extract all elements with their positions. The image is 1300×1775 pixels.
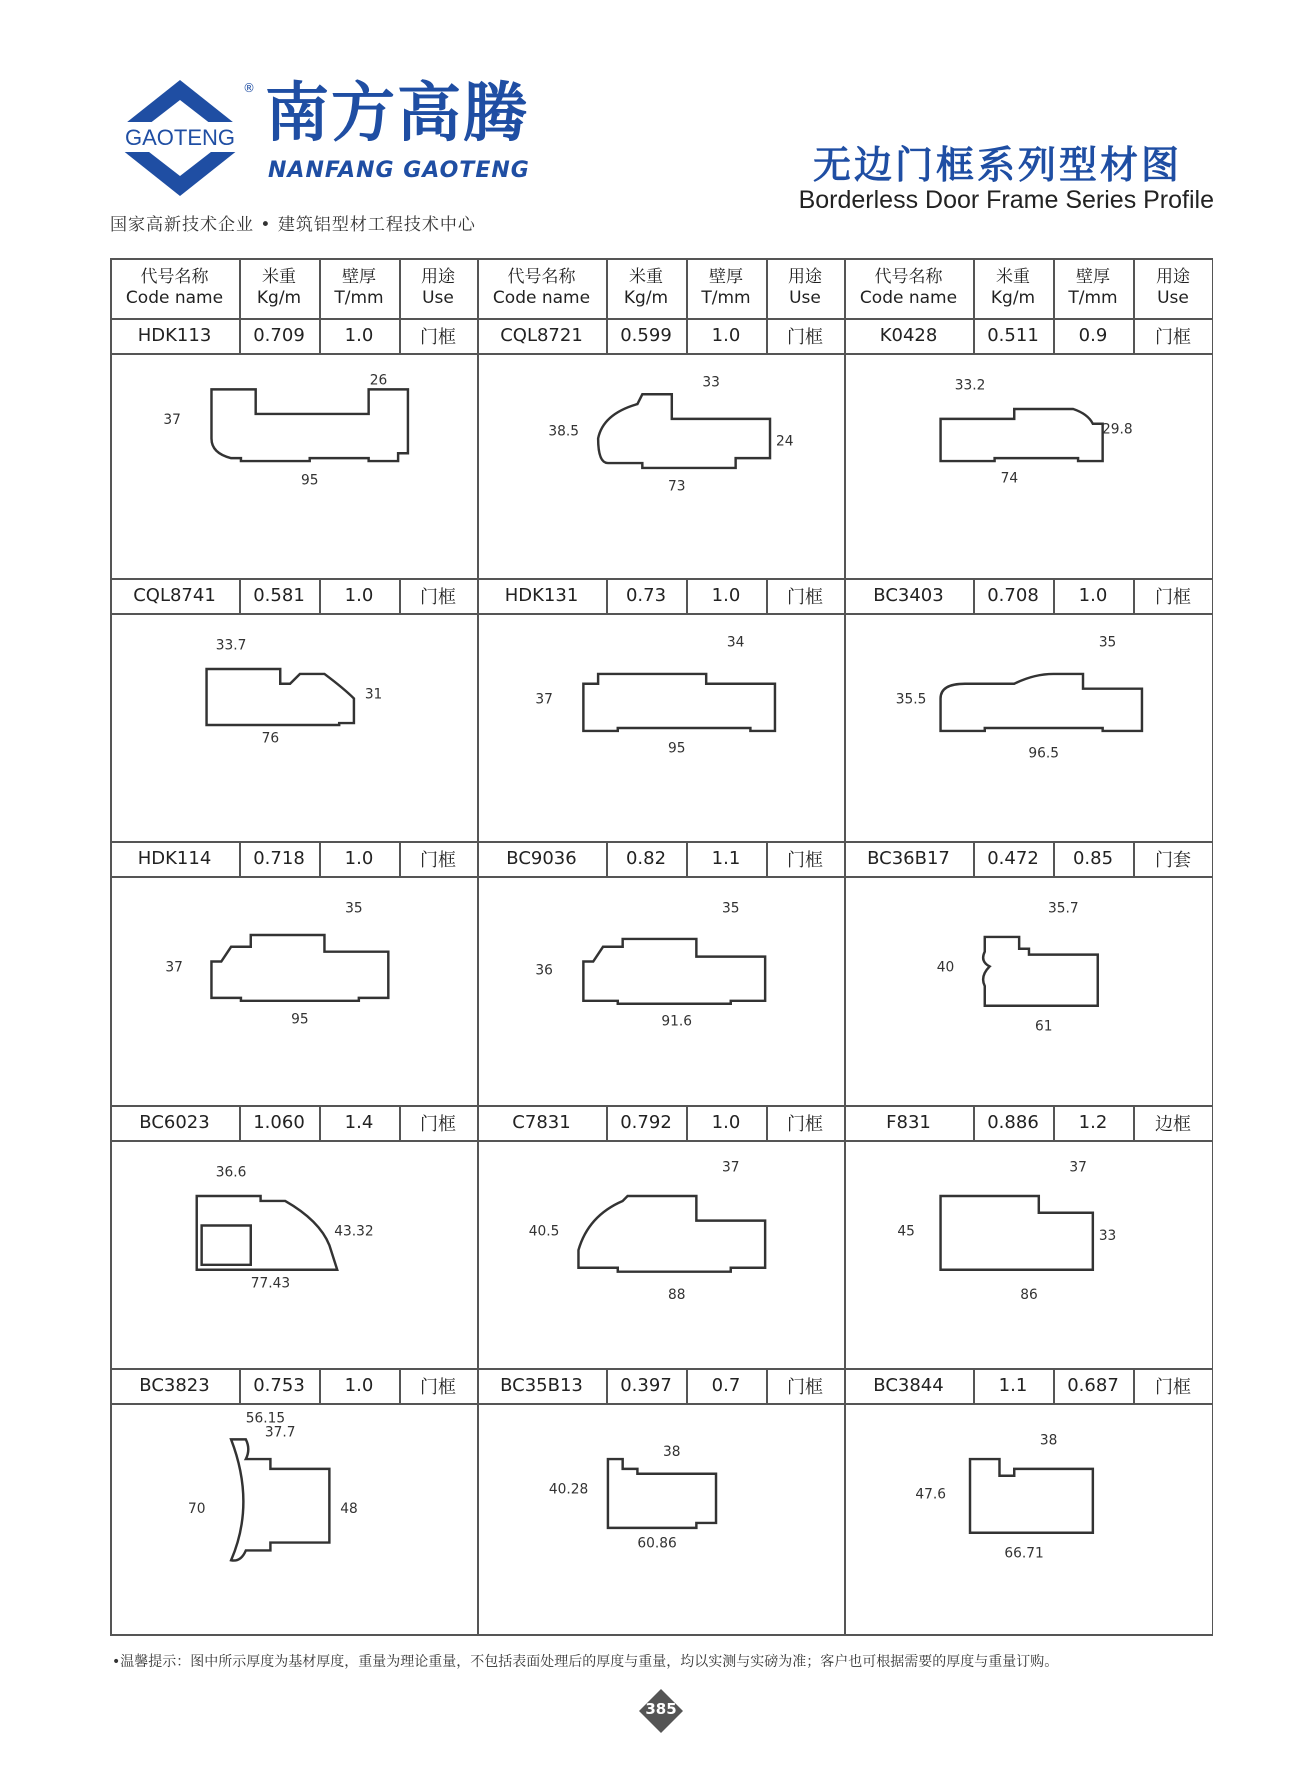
dimension-label: 95 bbox=[291, 1011, 309, 1028]
profile-outline bbox=[583, 674, 775, 731]
tagline: 国家高新技术企业 • 建筑铝型材工程技术中心 bbox=[110, 215, 476, 235]
profile-thickness: 1.0 bbox=[711, 585, 741, 606]
profile-thickness: 1.0 bbox=[1078, 585, 1108, 606]
profile-weight: 0.886 bbox=[987, 1112, 1039, 1133]
dimension-label: 34 bbox=[726, 634, 745, 651]
column-header bbox=[1053, 258, 1133, 318]
dimension-label: 37 bbox=[165, 959, 183, 976]
dimension-label: 29.8 bbox=[1102, 421, 1133, 438]
dimension-label: 43.32 bbox=[334, 1223, 374, 1240]
column-header-en: Code name bbox=[859, 288, 958, 308]
profile-use: 门框 bbox=[787, 326, 823, 348]
dimension-label: 60.86 bbox=[637, 1535, 677, 1552]
profile-outline bbox=[983, 937, 1098, 1006]
column-header-cn: 壁厚 bbox=[342, 267, 376, 287]
profile-code: CQL8741 bbox=[133, 585, 216, 606]
profile-code: BC36B17 bbox=[867, 848, 950, 869]
column-header-en: T/mm bbox=[1068, 288, 1118, 308]
dimension-label: 95 bbox=[667, 740, 686, 757]
column-header bbox=[844, 258, 973, 318]
profile-drawing bbox=[479, 1405, 842, 1632]
column-header-cn: 米重 bbox=[629, 267, 663, 287]
dimension-label: 40.5 bbox=[528, 1223, 560, 1240]
profile-drawing bbox=[479, 355, 842, 576]
column-header-en: Use bbox=[422, 288, 454, 308]
profile-weight: 0.599 bbox=[620, 325, 672, 346]
dimension-label: 37 bbox=[163, 411, 181, 428]
profile-drawing bbox=[479, 878, 842, 1103]
column-header-en: Code name bbox=[492, 288, 591, 308]
column-header-en: Use bbox=[1157, 288, 1189, 308]
dimension-label: 33.7 bbox=[215, 637, 247, 654]
profile-thickness: 1.0 bbox=[344, 585, 374, 606]
dimension-label: 73 bbox=[667, 478, 686, 495]
profile-code: CQL8721 bbox=[500, 325, 583, 346]
column-header bbox=[606, 258, 686, 318]
profile-use: 门框 bbox=[1155, 586, 1191, 608]
profile-outline bbox=[598, 394, 770, 468]
footer-note: •温馨提示：图中所示厚度为基材厚度，重量为理论重量，不包括表面处理后的厚度与重量，均以实测与实磅为准；客户也可根据需要的厚度与重量订购。 bbox=[112, 1654, 1059, 1670]
column-header-cn: 代号名称 bbox=[507, 267, 576, 287]
profile-weight: 0.581 bbox=[253, 585, 305, 606]
dimension-label: 76 bbox=[261, 730, 280, 747]
table-gridline bbox=[1212, 258, 1214, 1634]
profile-weight: 0.397 bbox=[620, 1375, 672, 1396]
dimension-label: 86 bbox=[1020, 1287, 1038, 1304]
profile-drawing bbox=[112, 355, 475, 576]
profile-use: 门框 bbox=[787, 1376, 823, 1398]
profile-use: 门框 bbox=[787, 849, 823, 871]
profile-weight: 0.792 bbox=[620, 1112, 672, 1133]
profile-outline bbox=[211, 935, 388, 1001]
dimension-label: 31 bbox=[364, 686, 383, 703]
profile-code: C7831 bbox=[512, 1112, 571, 1133]
profile-code: BC3403 bbox=[873, 585, 944, 606]
column-header bbox=[399, 258, 477, 318]
profile-use: 门框 bbox=[420, 326, 456, 348]
profile-weight: 1.060 bbox=[253, 1112, 305, 1133]
dimension-label: 38 bbox=[663, 1444, 681, 1461]
profile-drawing bbox=[479, 615, 842, 839]
profile-thickness: 1.0 bbox=[344, 325, 374, 346]
profile-code: HDK113 bbox=[137, 325, 212, 346]
profile-outline bbox=[197, 1196, 337, 1270]
profile-use: 门框 bbox=[787, 1113, 823, 1135]
profile-thickness: 0.85 bbox=[1072, 848, 1114, 869]
profile-outline bbox=[583, 939, 765, 1004]
profile-thickness: 0.687 bbox=[1067, 1375, 1119, 1396]
profile-thickness: 1.0 bbox=[711, 325, 741, 346]
dimension-label: 37.7 bbox=[264, 1424, 296, 1441]
table-gridline bbox=[110, 1634, 1213, 1636]
column-header bbox=[686, 258, 766, 318]
profile-drawing bbox=[846, 355, 1209, 576]
column-header-cn: 壁厚 bbox=[1076, 267, 1110, 287]
gaoteng-logo bbox=[105, 78, 255, 198]
dimension-label: 47.6 bbox=[915, 1486, 947, 1503]
column-header bbox=[766, 258, 844, 318]
profile-outline bbox=[578, 1196, 765, 1272]
dimension-label: 36.6 bbox=[215, 1164, 247, 1181]
profile-use: 门框 bbox=[420, 1376, 456, 1398]
profile-weight: 0.511 bbox=[987, 325, 1039, 346]
dimension-label: 45 bbox=[897, 1223, 915, 1240]
dimension-label: 38.5 bbox=[548, 423, 580, 440]
profile-outline bbox=[970, 1459, 1093, 1533]
profile-use: 边框 bbox=[1155, 1113, 1191, 1135]
brand-name-cn: 南方高腾 bbox=[265, 77, 529, 151]
profile-use: 门框 bbox=[420, 1113, 456, 1135]
dimension-label: 35 bbox=[345, 900, 363, 917]
column-header bbox=[319, 258, 399, 318]
profile-code: BC3823 bbox=[139, 1375, 210, 1396]
svg-text:GAOTENG: GAOTENG bbox=[124, 125, 236, 150]
dimension-label: 33 bbox=[1098, 1228, 1117, 1245]
column-header bbox=[477, 258, 606, 318]
profile-code: HDK114 bbox=[137, 848, 212, 869]
dimension-label: 33.2 bbox=[954, 377, 986, 394]
profile-use: 门框 bbox=[1155, 326, 1191, 348]
profile-outline bbox=[608, 1459, 716, 1528]
dimension-label: 70 bbox=[187, 1501, 206, 1518]
profile-thickness: 1.0 bbox=[344, 1375, 374, 1396]
column-header bbox=[239, 258, 319, 318]
dimension-label: 35.7 bbox=[1048, 900, 1079, 917]
profile-outline bbox=[207, 669, 354, 725]
column-header-en: Use bbox=[789, 288, 821, 308]
profile-code: HDK131 bbox=[504, 585, 579, 606]
page-title-cn: 无边门框系列型材图 bbox=[812, 143, 1182, 187]
column-header-cn: 用途 bbox=[788, 267, 822, 287]
column-header-en: Kg/m bbox=[623, 288, 669, 308]
profile-code: BC9036 bbox=[506, 848, 577, 869]
profile-drawing bbox=[846, 1142, 1209, 1366]
dimension-label: 35 bbox=[722, 900, 740, 917]
column-header-en: Kg/m bbox=[990, 288, 1036, 308]
profile-use: 门套 bbox=[1155, 849, 1191, 871]
dimension-label: 66.71 bbox=[1004, 1545, 1044, 1562]
dimension-label: 48 bbox=[340, 1501, 358, 1518]
column-header-cn: 用途 bbox=[1156, 267, 1190, 287]
page-title-en: Borderless Door Frame Series Profile bbox=[798, 186, 1214, 214]
column-header-cn: 米重 bbox=[262, 267, 296, 287]
dimension-label: 91.6 bbox=[661, 1013, 693, 1030]
dimension-label: 56.15 bbox=[245, 1410, 286, 1427]
profile-use: 门框 bbox=[1155, 1376, 1191, 1398]
profile-thickness: 1.0 bbox=[711, 1112, 741, 1133]
dimension-label: 37 bbox=[1069, 1159, 1087, 1176]
profile-thickness: 1.1 bbox=[711, 848, 741, 869]
dimension-label: 35.5 bbox=[895, 691, 927, 708]
brand-name-en: NANFANG GAOTENG bbox=[268, 158, 530, 183]
column-header bbox=[1133, 258, 1213, 318]
dimension-label: 26 bbox=[369, 372, 388, 389]
profile-code: BC3844 bbox=[873, 1375, 944, 1396]
profile-drawing bbox=[846, 878, 1209, 1103]
profile-outline bbox=[231, 1439, 329, 1560]
profile-use: 门框 bbox=[420, 586, 456, 608]
page-number: 385 bbox=[645, 1700, 677, 1718]
dimension-label: 40 bbox=[936, 959, 955, 976]
profile-weight: 0.82 bbox=[625, 848, 667, 869]
dimension-label: 36 bbox=[535, 962, 553, 979]
profile-use: 门框 bbox=[787, 586, 823, 608]
dimension-label: 38 bbox=[1039, 1432, 1058, 1449]
profile-outline bbox=[941, 1196, 1093, 1270]
column-header-en: T/mm bbox=[334, 288, 384, 308]
profile-thickness: 1.4 bbox=[344, 1112, 374, 1133]
profile-drawing bbox=[112, 1405, 475, 1632]
profile-thickness: 0.9 bbox=[1078, 325, 1108, 346]
dimension-label: 96.5 bbox=[1028, 745, 1060, 762]
column-header-cn: 用途 bbox=[421, 267, 455, 287]
profile-outline bbox=[941, 409, 1103, 461]
column-header-cn: 壁厚 bbox=[709, 267, 743, 287]
dimension-label: 40.28 bbox=[548, 1481, 589, 1498]
profile-drawing bbox=[846, 1405, 1209, 1632]
dimension-label: 95 bbox=[300, 472, 319, 489]
profile-drawing bbox=[112, 878, 475, 1103]
column-header bbox=[110, 258, 239, 318]
svg-text:®: ® bbox=[243, 81, 255, 95]
column-header-cn: 米重 bbox=[996, 267, 1030, 287]
profile-code: BC35B13 bbox=[500, 1375, 583, 1396]
dimension-label: 35 bbox=[1098, 634, 1117, 651]
profile-drawing bbox=[846, 615, 1209, 839]
dimension-label: 37 bbox=[535, 691, 553, 708]
profile-code: BC6023 bbox=[139, 1112, 210, 1133]
profile-weight: 0.709 bbox=[253, 325, 305, 346]
dimension-label: 74 bbox=[1000, 470, 1019, 487]
profile-table bbox=[110, 258, 1213, 1634]
profile-thickness: 1.2 bbox=[1078, 1112, 1108, 1133]
profile-weight: 1.1 bbox=[998, 1375, 1028, 1396]
profile-weight: 0.472 bbox=[987, 848, 1039, 869]
profile-outline bbox=[211, 389, 407, 461]
profile-weight: 0.718 bbox=[253, 848, 305, 869]
column-header-en: Kg/m bbox=[256, 288, 302, 308]
dimension-label: 88 bbox=[667, 1287, 686, 1304]
dimension-label: 37 bbox=[721, 1159, 740, 1176]
profile-outline bbox=[941, 674, 1142, 731]
profile-drawing bbox=[112, 615, 475, 839]
profile-weight: 0.753 bbox=[253, 1375, 305, 1396]
profile-code: K0428 bbox=[879, 325, 938, 346]
column-header-en: T/mm bbox=[701, 288, 751, 308]
profile-weight: 0.73 bbox=[625, 585, 667, 606]
column-header bbox=[973, 258, 1053, 318]
dimension-label: 33 bbox=[702, 374, 720, 391]
dimension-label: 24 bbox=[776, 433, 794, 450]
profile-drawing bbox=[479, 1142, 842, 1366]
column-header-en: Code name bbox=[125, 288, 224, 308]
column-header-cn: 代号名称 bbox=[140, 267, 209, 287]
profile-weight: 0.708 bbox=[987, 585, 1039, 606]
profile-code: F831 bbox=[886, 1112, 931, 1133]
profile-use: 门框 bbox=[420, 849, 456, 871]
profile-drawing bbox=[112, 1142, 475, 1366]
column-header-cn: 代号名称 bbox=[874, 267, 943, 287]
dimension-label: 61 bbox=[1034, 1018, 1053, 1035]
profile-thickness: 0.7 bbox=[711, 1375, 741, 1396]
dimension-label: 77.43 bbox=[250, 1275, 291, 1292]
profile-thickness: 1.0 bbox=[344, 848, 374, 869]
